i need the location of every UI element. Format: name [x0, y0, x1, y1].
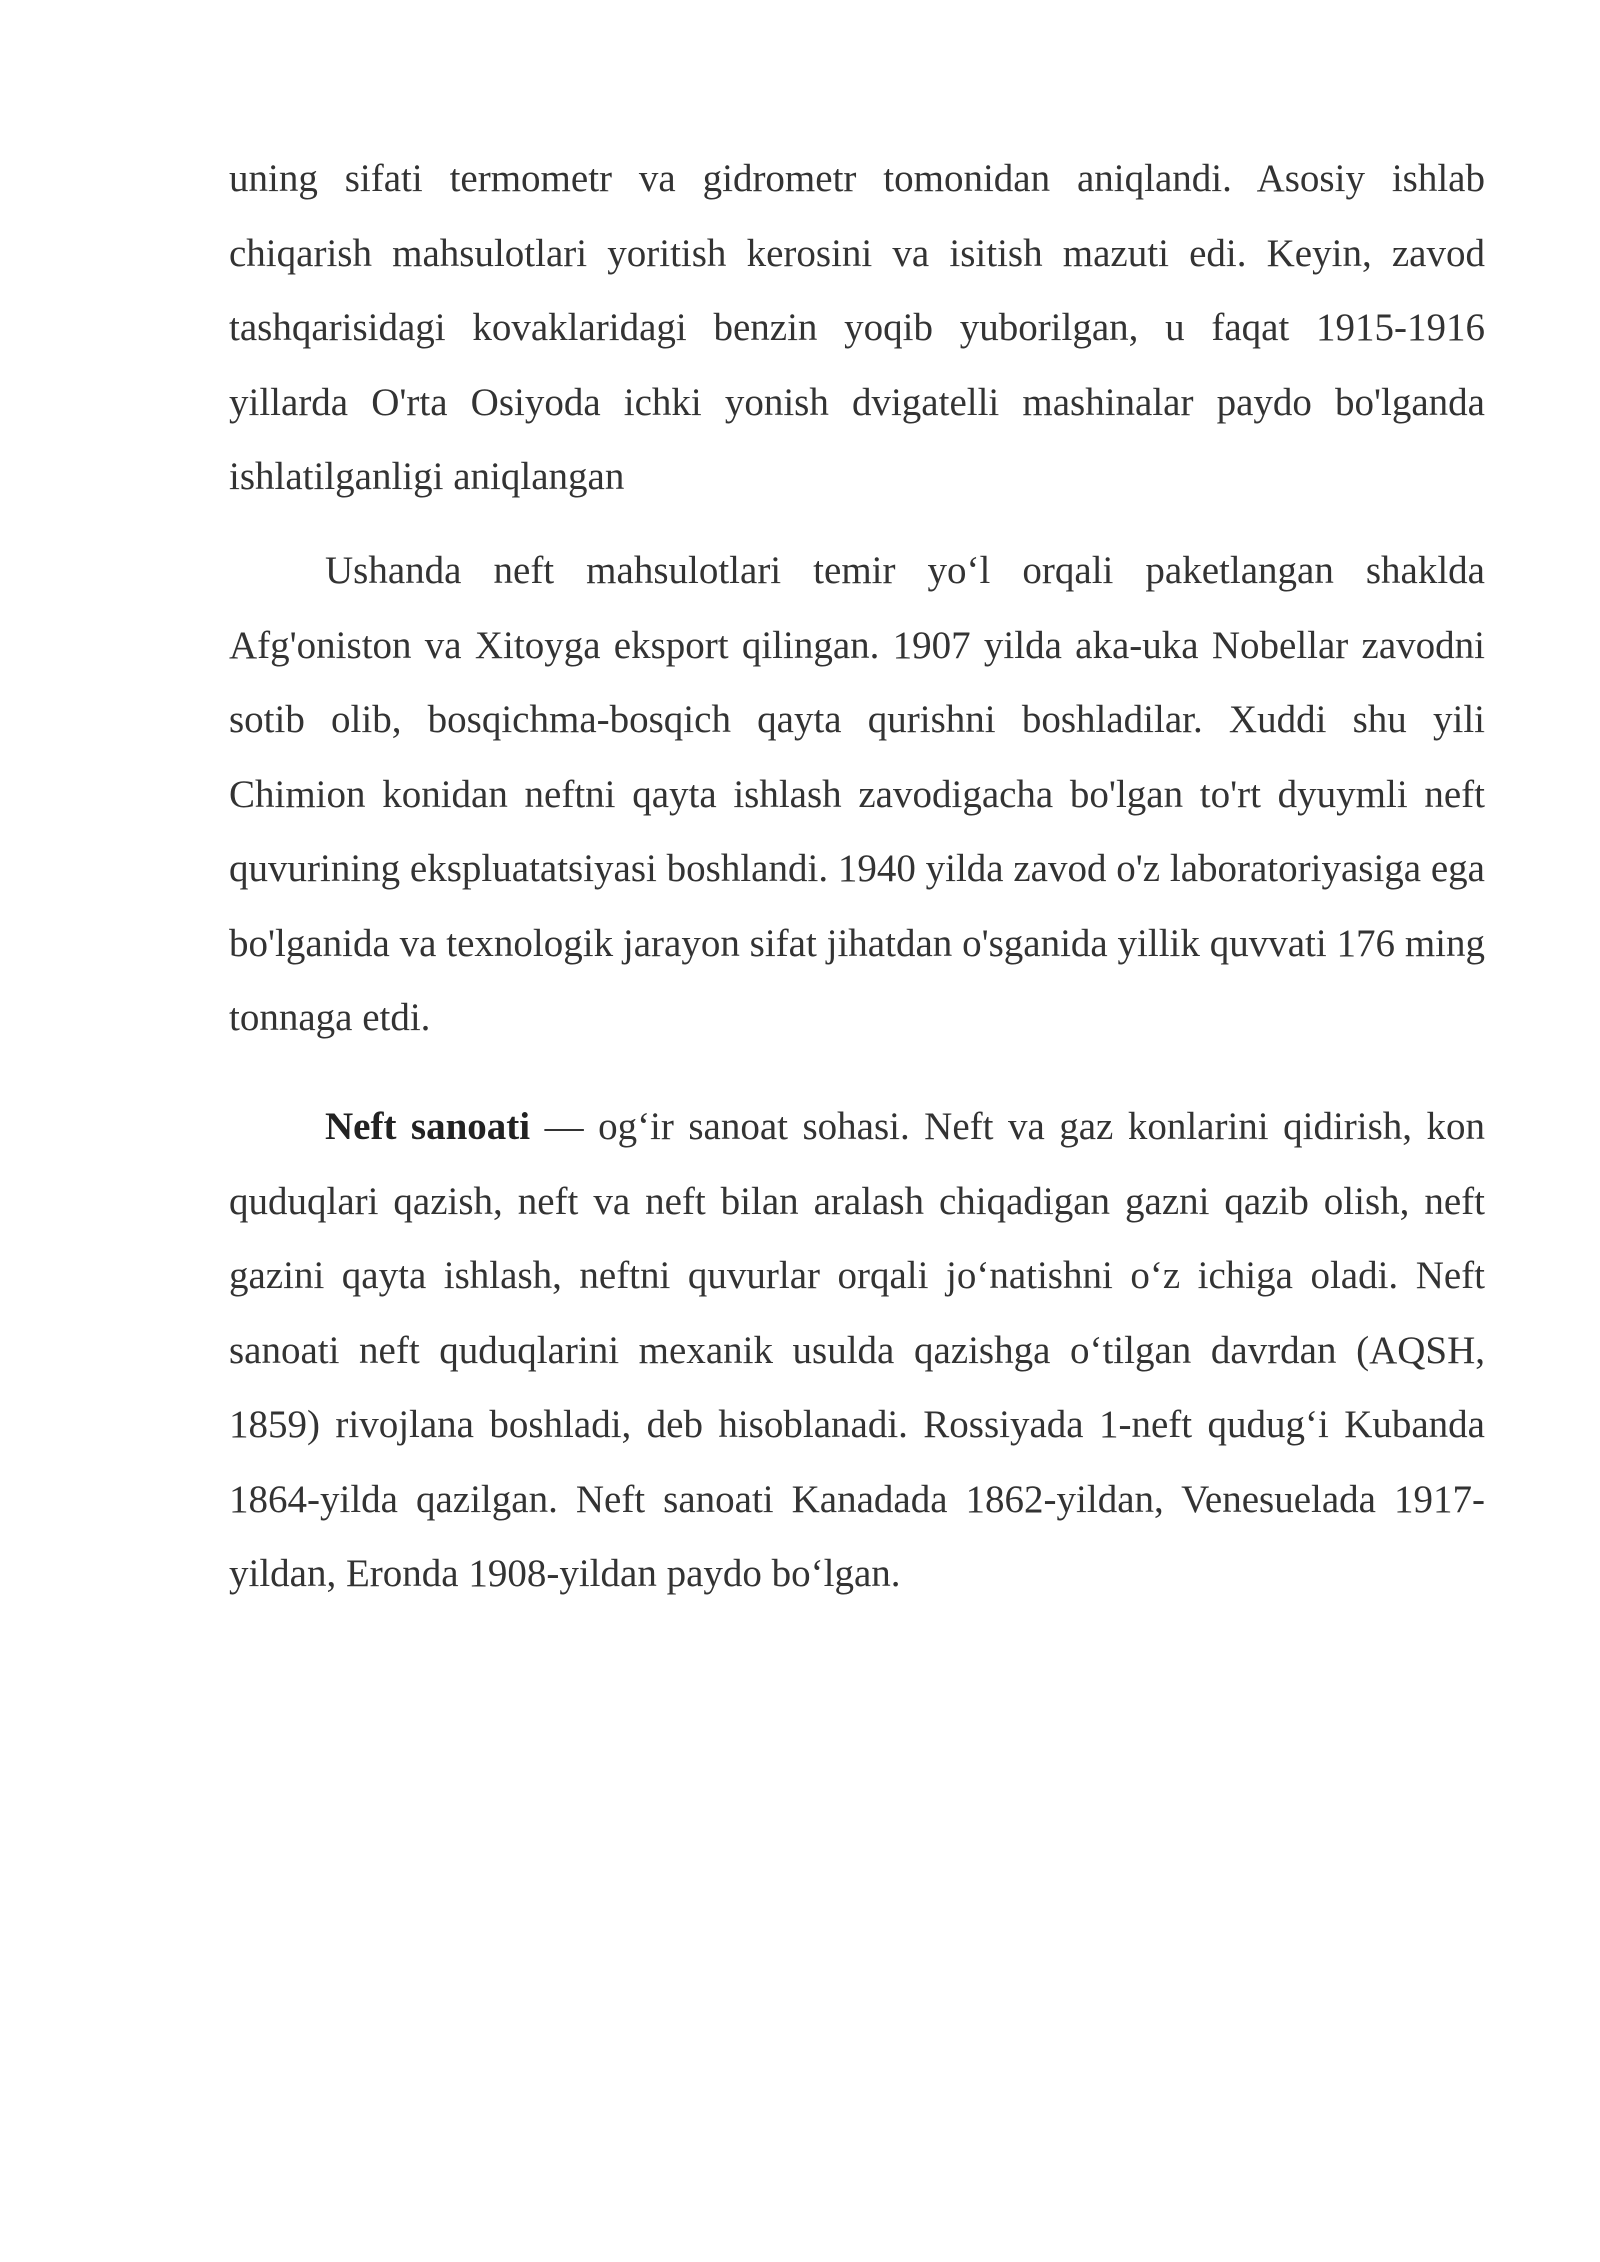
paragraph-2	[229, 534, 1485, 1056]
paragraph-3-text: — og‘ir sanoat sohasi. Neft va gaz konlarini qidirish, kon quduqlari qazish, neft va neft bilan aralash chiqadigan gazni qazib olish, neft gazini qayta ishlash, neftni quvurlar orqali jo‘natishni o‘z ichiga oladi. Neft sanoati neft quduqlarini mexanik usulda qazishga o‘tilgan davrdan (AQSH, 1859) rivojlana boshladi, deb hisoblanadi. Rossiyada 1-neft qudug‘i Kubanda 1864-yilda qazilgan. Neft sanoati Kanadada 1862-yildan, Venesuelada 1917-yildan, Eronda 1908-yildan paydo bo‘lgan.	[229, 1105, 1486, 1595]
paragraph-3	[229, 1090, 1485, 1612]
paragraph-1	[229, 142, 1485, 515]
paragraph-1-text: uning sifati termometr va gidrometr tomonidan aniqlandi. Asosiy ishlab chiqarish mahsulotlari yoritish kerosini va isitish mazuti edi. Keyin, zavod tashqarisidagi kovaklaridagi benzin yoqib yuborilgan, u faqat 1915-1916 yillarda O'rta Osiyoda ichki yonish dvigatelli mashinalar paydo bo'lganda ishlatilganligi aniqlangan	[229, 157, 1485, 498]
paragraph-2-text: Ushanda neft mahsulotlari temir yo‘l orqali paketlangan shaklda Afg'oniston va Xitoyga eksport qilingan. 1907 yilda aka-uka Nobellar zavodni sotib olib, bosqichma-bosqich qayta qurishni boshladilar. Xuddi shu yili Chimion konidan neftni qayta ishlash zavodigacha bo'lgan to'rt dyuymli neft quvurining ekspluatatsiyasi boshlandi. 1940 yilda zavod o'z laboratoriyasiga ega bo'lganida va texnologik jarayon sifat jihatdan o'sganida yillik quvvati 176 ming tonnaga etdi.	[229, 549, 1485, 1039]
paragraph-3-bold-term: Neft sanoati	[325, 1105, 531, 1148]
